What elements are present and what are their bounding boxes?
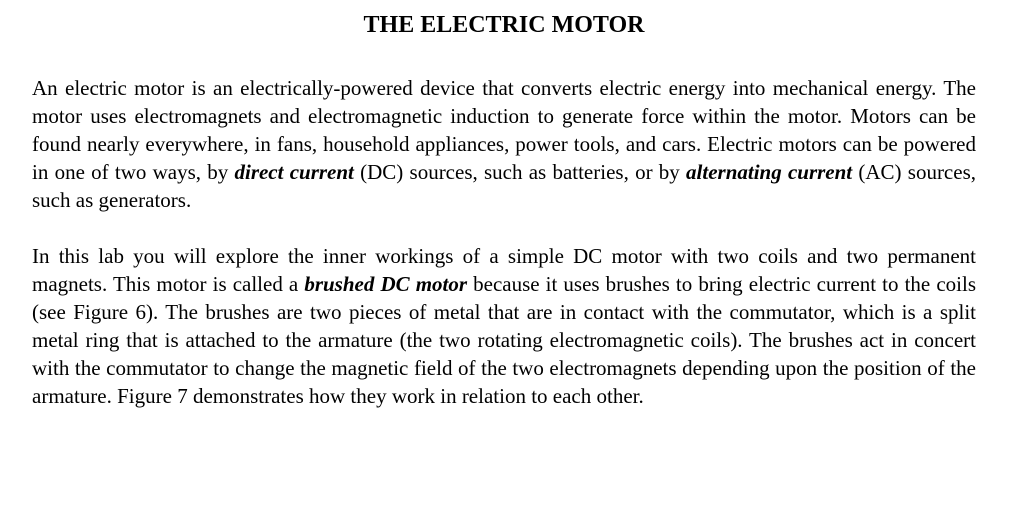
paragraph-lab-text-1: In this lab you will explore the inner workings of a simple DC motor with two coils and two permanent magnets. This motor is called a: [32, 244, 976, 296]
page-title: THE ELECTRIC MOTOR: [363, 12, 645, 38]
term-brushed-dc-motor: brushed DC motor: [304, 272, 468, 296]
paragraph-intro-text-3: (AC) sources, such as generators.: [32, 160, 977, 212]
paragraph-intro: [32, 74, 976, 214]
paragraph-lab: [32, 242, 976, 410]
paragraph-intro-text-2: (DC) sources, such as batteries, or by: [353, 160, 687, 184]
term-direct-current: direct current: [234, 160, 354, 184]
term-alternating-current: alternating current: [686, 160, 853, 184]
paragraph-intro-text-1: An electric motor is an electrically-powered device that converts electric energy into mechanical energy. The motor uses electromagnets and electromagnetic induction to generate force within the motor. Motors can be found nearly everywhere, in fans, household appliances, power tools, and cars. Electric motors can be powered in one of two ways, by: [32, 76, 976, 184]
paragraph-lab-text-2: because it uses brushes to bring electric current to the coils (see Figure 6). The brushes are two pieces of metal that are in contact with the commutator, which is a split metal ring that is attached to the armature (the two rotating electromagnetic coils). The brushes act in concert with the commutator to change the magnetic field of the two electromagnets depending upon the position of the armature. Figure 7 demonstrates how they work in relation to each other.: [32, 272, 976, 408]
